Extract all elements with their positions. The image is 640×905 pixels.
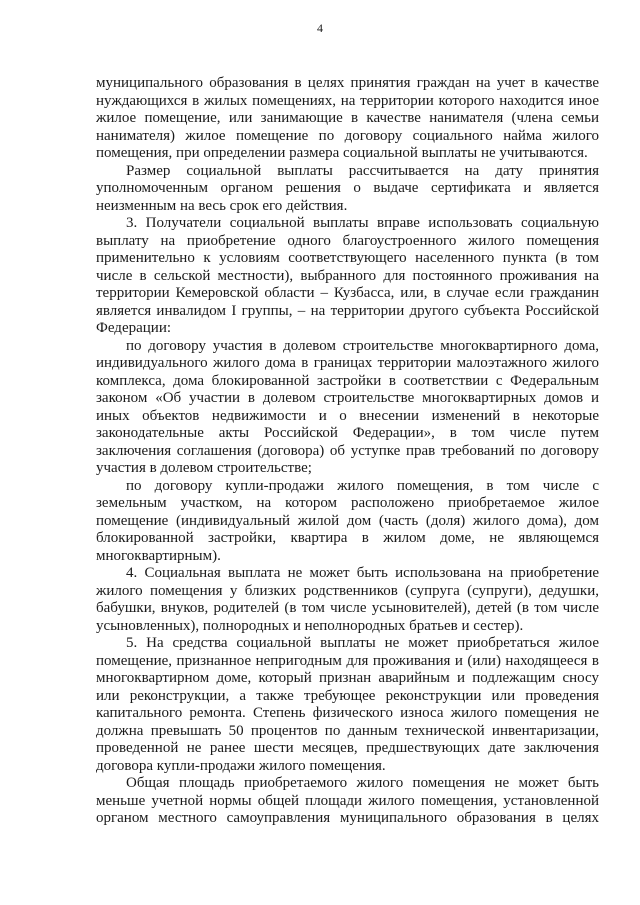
text-line: иных объектов недвижимости и о внесении изменений в некоторые bbox=[96, 407, 599, 424]
text-line: помещения, при определении размера социальной выплаты не учитываются. bbox=[96, 145, 588, 161]
text-line: помещение, признанное непригодным для проживания и (или) находящееся в bbox=[96, 652, 599, 669]
text-line: проведенной не ранее шести месяцев, предшествующих дате заключения bbox=[96, 740, 599, 756]
text-line: Федерации: bbox=[96, 320, 172, 336]
text-line: бабушки, внуков, родителей (в том числе усыновителей), детей (в том числе bbox=[96, 600, 599, 616]
text-line: по договору участия в долевом строительстве многоквартирного дома, bbox=[126, 337, 599, 354]
text-line: жилого помещения у близких родственников (супруга (супруги), дедушки, bbox=[96, 582, 599, 599]
text-line: или реконструкции, а также требующее реконструкции или проведения bbox=[96, 687, 599, 704]
text-line: муниципального образования в целях принятия граждан на учет в качестве bbox=[96, 75, 599, 91]
text-line: индивидуального жилого дома в границах территории малоэтажного жилого bbox=[96, 355, 599, 371]
text-line: территории Кемеровской области – Кузбасса, или, в случае если гражданин bbox=[96, 285, 599, 301]
text-line: участия в долевом строительстве; bbox=[96, 460, 312, 476]
text-line: Общая площадь приобретаемого жилого помещения не может быть bbox=[126, 775, 599, 791]
page-number: 4 bbox=[317, 21, 323, 35]
text-line: числе в сельской местности), выбранного для постоянного проживания на bbox=[96, 267, 599, 284]
text-line: помещение (индивидуальный жилой дом (часть (доля) жилого дома), дом bbox=[96, 512, 599, 529]
text-line: заключения соглашения (договора) об уступке прав требований по договору bbox=[96, 442, 599, 459]
text-line: органом местного самоуправления муниципального образования в целях bbox=[96, 810, 599, 826]
text-line: 5. На средства социальной выплаты не может приобретаться жилое bbox=[126, 635, 599, 651]
text-line: блокированной застройки, квартира в жилом доме, не являющемся bbox=[96, 530, 599, 546]
text-line: является инвалидом I группы, – на территории другого субъекта Российской bbox=[96, 302, 599, 319]
text-line: жилое помещение, или занимающие в качестве нанимателя (члена семьи bbox=[96, 110, 599, 126]
text-line: 3. Получатели социальной выплаты вправе использовать социальную bbox=[126, 215, 599, 231]
text-line: многоквартирном доме, который признан аварийным и подлежащим сносу bbox=[96, 670, 599, 686]
text-line: 4. Социальная выплата не может быть использована на приобретение bbox=[126, 565, 599, 581]
text-line: многоквартирным). bbox=[96, 547, 221, 564]
text-line: неизменным на весь срок его действия. bbox=[96, 197, 348, 214]
text-line: нуждающихся в жилых помещениях, на территории которого находится иное bbox=[96, 92, 599, 109]
text-line: применительно к условиям соответствующего населенного пункта (в том bbox=[96, 250, 599, 266]
text-line: уполномоченным органом решения о выдаче сертификата и является bbox=[96, 180, 599, 196]
text-line: капитального ремонта. Степень физического износа жилого помещения не bbox=[96, 705, 599, 721]
text-line: по договору купли-продажи жилого помещения, в том числе с bbox=[126, 477, 599, 494]
text-line: выплату на приобретение одного благоустроенного жилого помещения bbox=[96, 232, 599, 249]
text-line: договора купли-продажи жилого помещения. bbox=[96, 757, 386, 774]
text-line: меньше учетной нормы общей площади жилого помещения, установленной bbox=[96, 792, 599, 809]
text-line: законом «Об участии в долевом строительстве многоквартирных домов и bbox=[96, 390, 599, 406]
text-line: должна превышать 50 процентов по данным технической инвентаризации, bbox=[96, 722, 599, 739]
text-line: земельным участком, на котором расположено приобретаемое жилое bbox=[96, 495, 599, 511]
text-line: законодательные акты Российской Федерации», в том числе путем bbox=[96, 425, 599, 441]
text-line: Размер социальной выплаты рассчитывается на дату принятия bbox=[126, 162, 599, 179]
text-line: усыновленных), полнородных и неполнородных братьев и сестер). bbox=[96, 617, 524, 634]
text-line: комплекса, дома блокированной застройки в соответствии с Федеральным bbox=[96, 372, 599, 389]
text-line: нанимателя) жилое помещение по договору социального найма жилого bbox=[96, 127, 599, 144]
